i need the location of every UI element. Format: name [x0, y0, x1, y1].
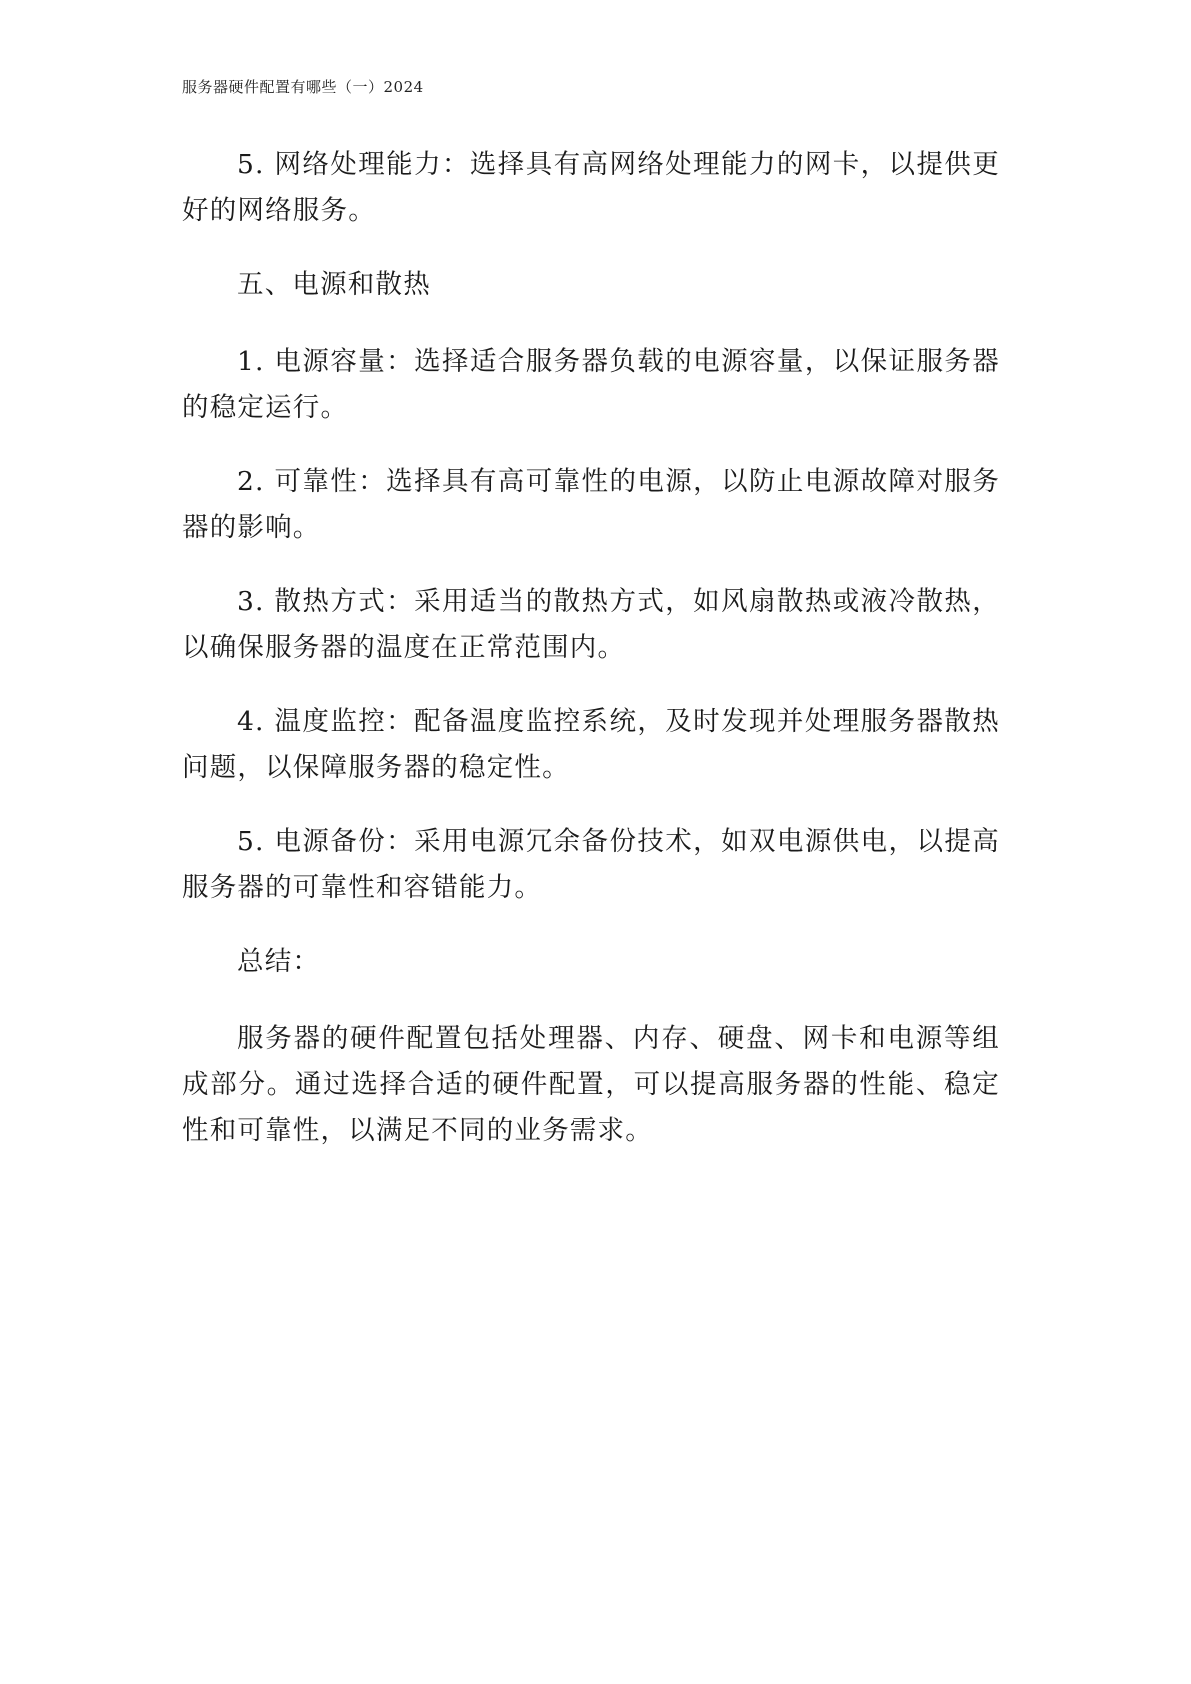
paragraph-summary: 服务器的硬件配置包括处理器、内存、硬盘、网卡和电源等组成部分。通过选择合适的硬件配置，可以提高服务器的性能、稳定性和可靠性，以满足不同的业务需求。 [182, 1023, 1000, 1146]
page-header: 服务器硬件配置有哪些（一）2024 [182, 78, 424, 96]
paragraph-power-backup: 5. 电源备份：采用电源冗余备份技术，如双电源供电，以提高服务器的可靠性和容错能力。 [182, 826, 1000, 903]
paragraph-network-processing: 5. 网络处理能力：选择具有高网络处理能力的网卡，以提供更好的网络服务。 [182, 149, 1000, 226]
paragraph-temperature-monitoring: 4. 温度监控：配备温度监控系统，及时发现并处理服务器散热问题，以保障服务器的稳定性。 [182, 706, 1000, 783]
summary-heading: 总结： [237, 946, 321, 977]
paragraph-cooling-method: 3. 散热方式：采用适当的散热方式，如风扇散热或液冷散热，以确保服务器的温度在正常范围内。 [182, 586, 1000, 663]
document-body [182, 142, 1000, 1182]
section-heading-power-cooling: 五、电源和散热 [237, 269, 431, 300]
paragraph-power-capacity: 1. 电源容量：选择适合服务器负载的电源容量，以保证服务器的稳定运行。 [182, 346, 1000, 423]
paragraph-reliability: 2. 可靠性：选择具有高可靠性的电源，以防止电源故障对服务器的影响。 [182, 466, 1000, 543]
